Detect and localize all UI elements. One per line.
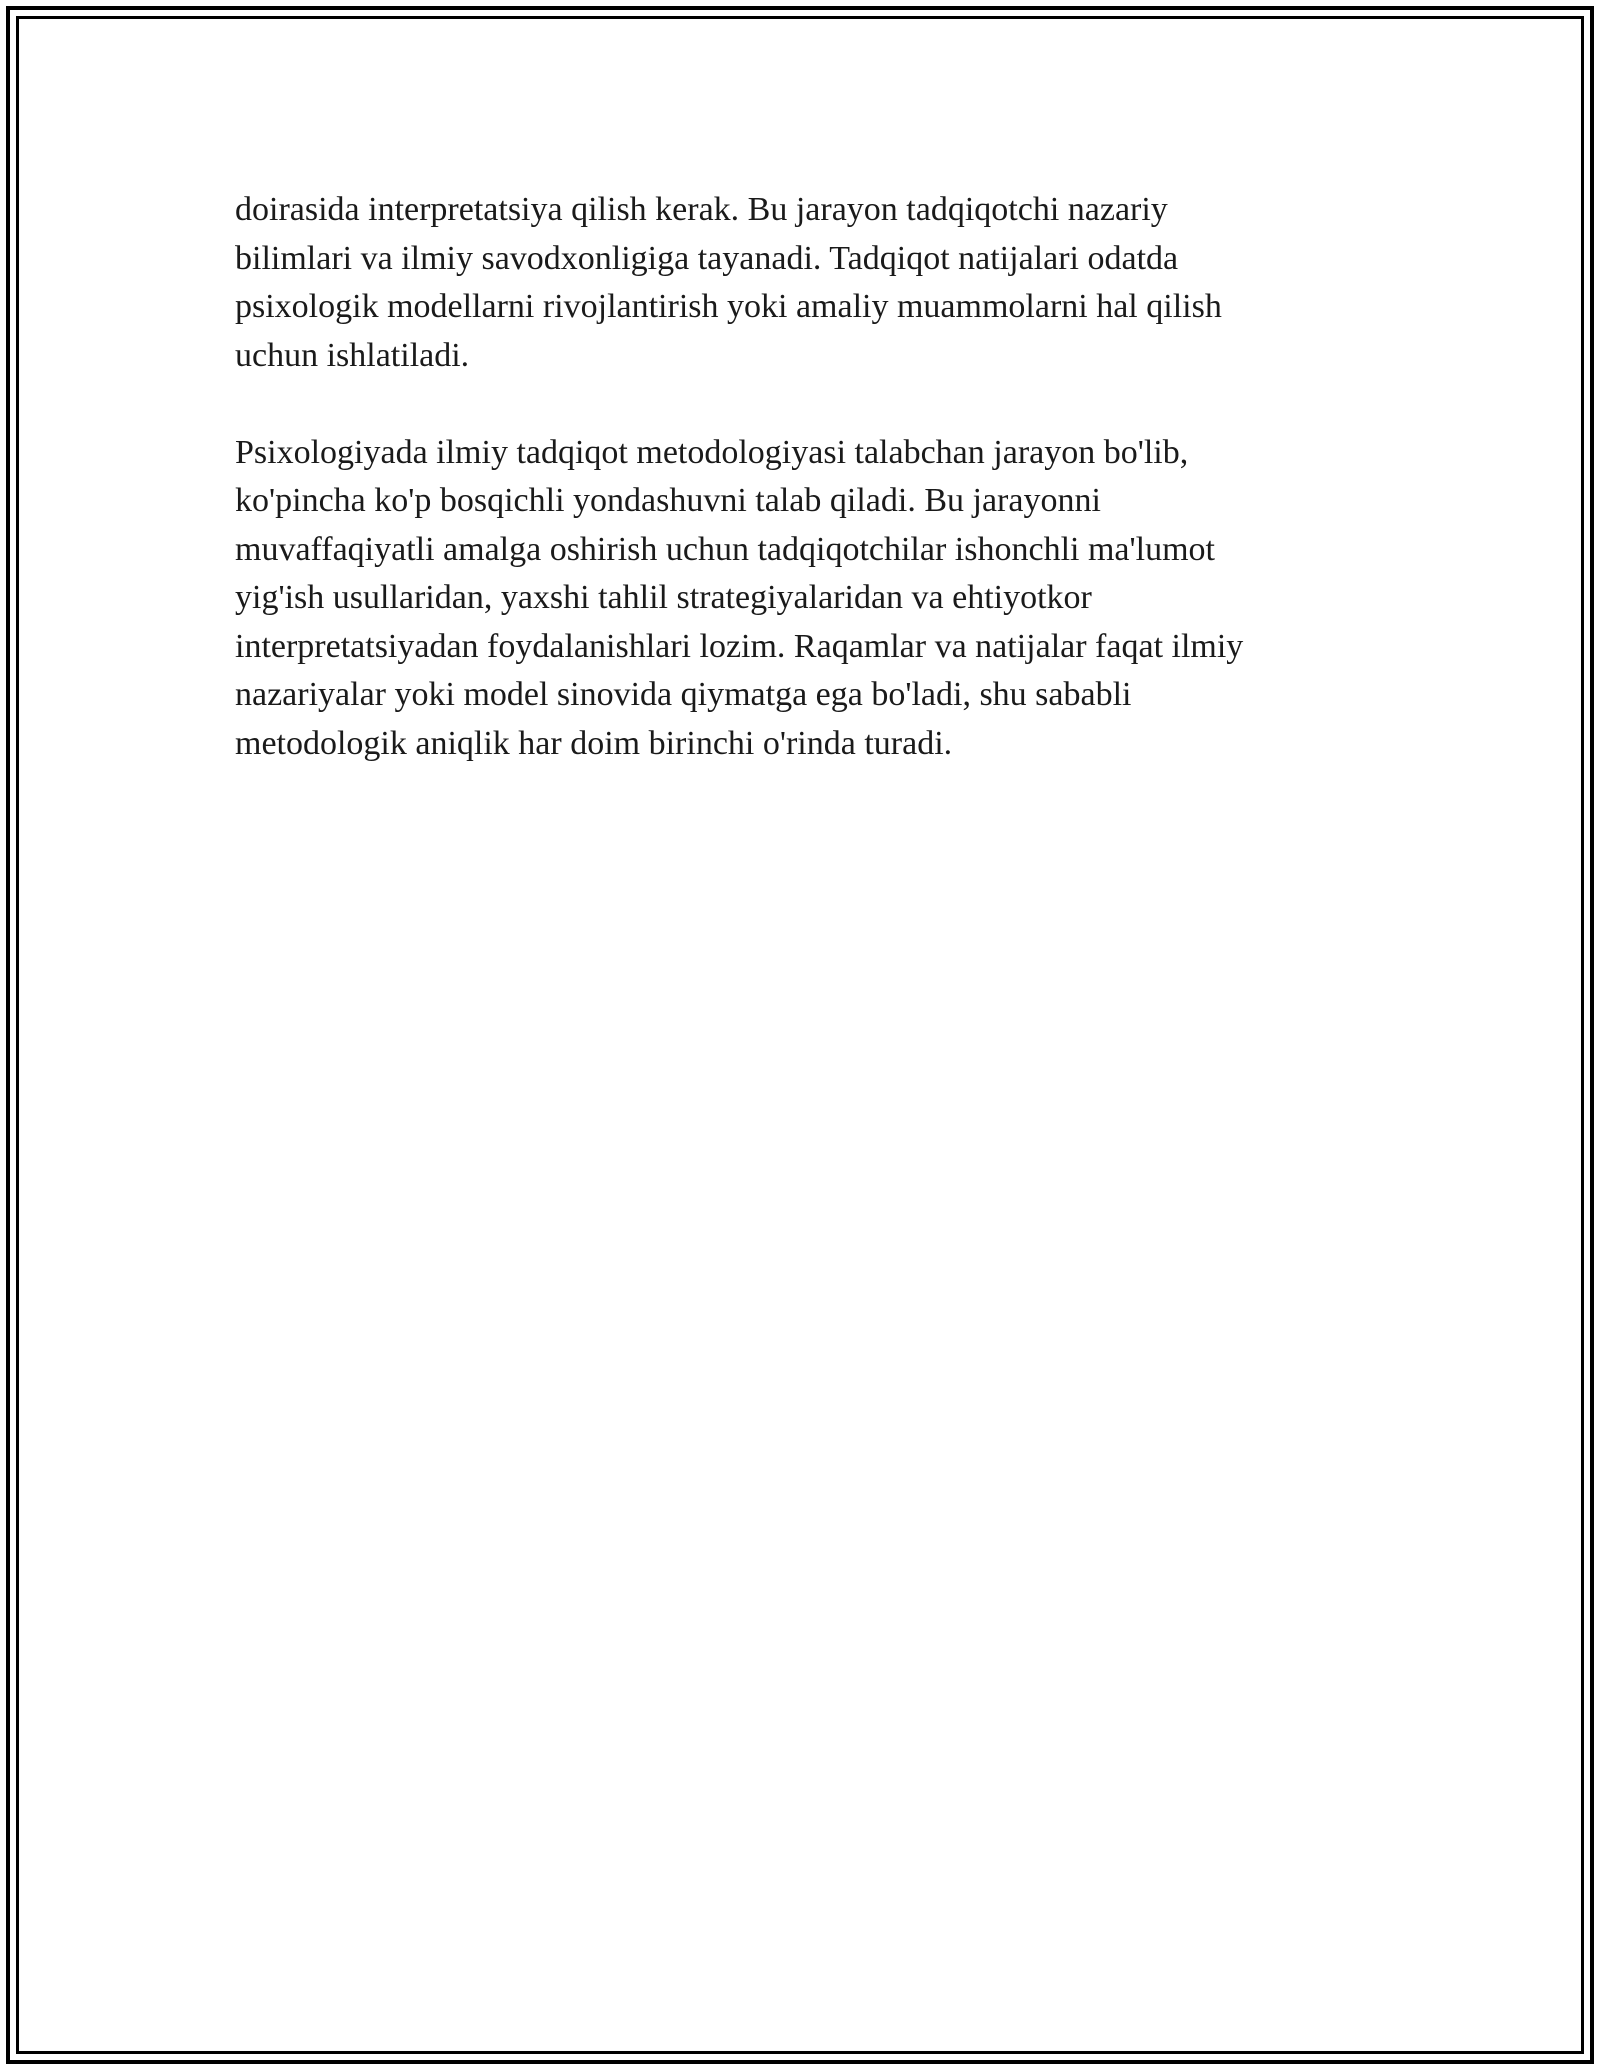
text-line: muvaffaqiyatli amalga oshirish uchun tadqiqotchilar ishonchli ma'lumot	[235, 530, 1215, 568]
text-line: uchun ishlatiladi.	[235, 336, 470, 374]
text-line: yig'ish usullaridan, yaxshi tahlil strategiyalaridan va ehtiyotkor	[235, 579, 1092, 616]
text-line: doirasida interpretatsiya qilish kerak. Bu jarayon tadqiqotchi nazariy	[235, 191, 1168, 228]
paragraph-2	[235, 429, 1365, 769]
document-body	[235, 186, 1365, 817]
paragraph-1	[235, 186, 1365, 380]
text-line: nazariyalar yoki model sinovida qiymatga ega bo'ladi, shu sababli	[235, 676, 1132, 713]
text-line: interpretatsiyadan foydalanishlari lozim. Raqamlar va natijalar faqat ilmiy	[235, 627, 1244, 665]
text-line: bilimlari va ilmiy savodxonligiga tayanadi. Tadqiqot natijalari odatda	[235, 239, 1179, 277]
text-line: metodologik aniqlik har doim birinchi o'rinda turadi.	[235, 724, 953, 762]
text-line: psixologik modellarni rivojlantirish yoki amaliy muammolarni hal qilish	[235, 288, 1222, 325]
text-line: Psixologiyada ilmiy tadqiqot metodologiyasi talabchan jarayon bo'lib,	[235, 433, 1189, 471]
text-line: ko'pincha ko'p bosqichli yondashuvni talab qiladi. Bu jarayonni	[235, 482, 1101, 519]
